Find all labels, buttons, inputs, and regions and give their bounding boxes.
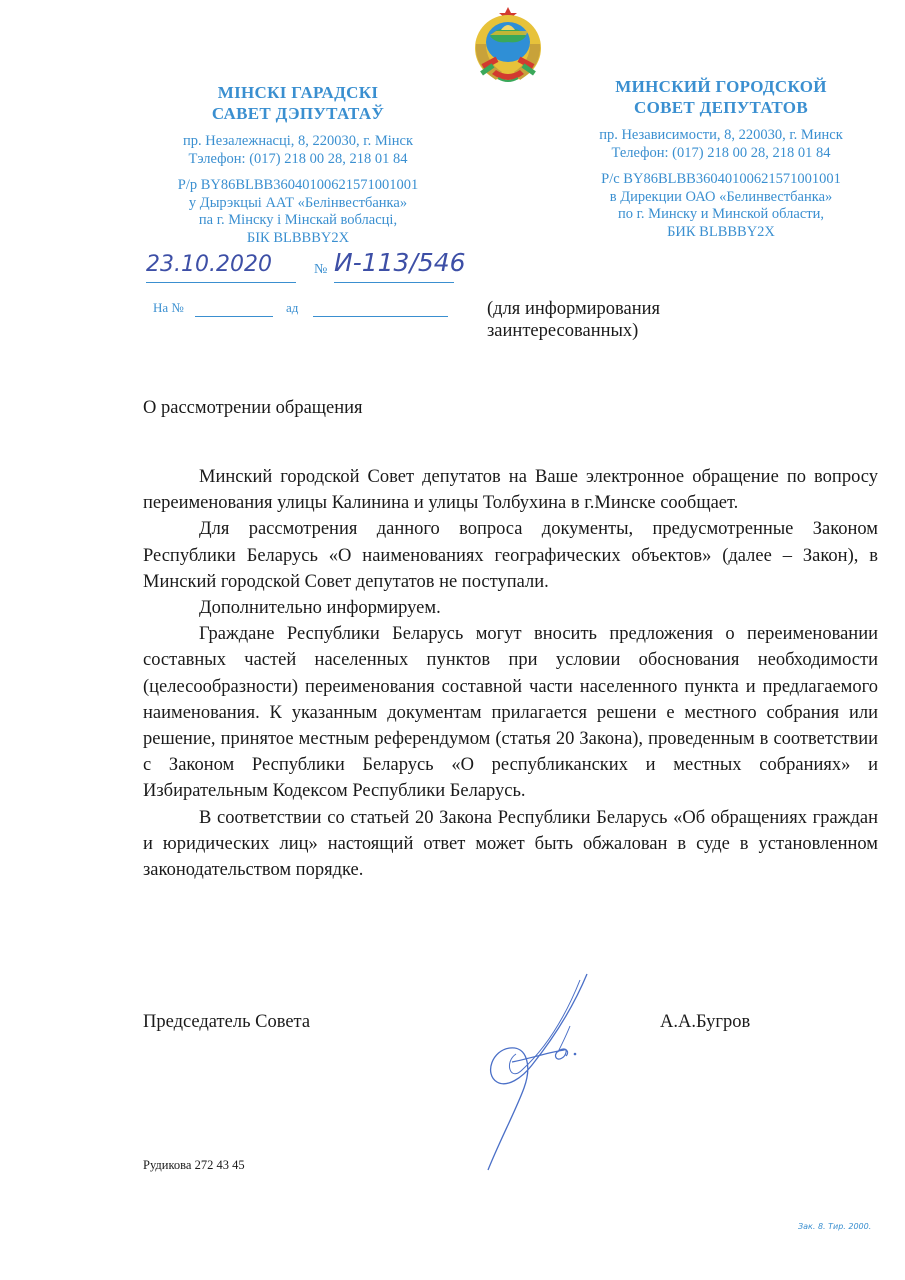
phone-by: Тэлефон: (017) 218 00 28, 218 01 84 <box>188 150 408 167</box>
address-ru: пр. Независимости, 8, 220030, г. Минск <box>599 127 843 143</box>
paragraph-4: Граждане Республики Беларусь могут вносить предложения о переименовании составных частей населенных пунктов при условии обоснования необходимости (целесообразности) переименования составной части населенного пункта и предлагаемого наименования. К указанным документам прилагается решени е местного собрания или решение, принятое местным референдумом (статья 20 Закона), проведенным в соответствии с Законом Республики Беларусь «О республиканских и местных собраниях» и Избирательным Кодексом Республики Беларусь. <box>143 624 878 802</box>
recipient-line2: заинтересованных) <box>487 321 639 341</box>
org-title-ru-line1: МИНСКИЙ ГОРОДСКОЙ <box>615 77 827 96</box>
signatory-position: Председатель Совета <box>143 1012 311 1032</box>
paragraph-3: Дополнительно информируем. <box>199 598 441 619</box>
paragraph-1: Минский городской Совет депутатов на Ваше электронное обращение по вопросу переименования улицы Калинина и улицы Толбухина в г.Минске сообщает. <box>143 467 878 514</box>
paragraph-2: Для рассмотрения данного вопроса документы, предусмотренные Законом Республики Беларусь «О наименованиях географических объектов» (далее – Закон), в Минский городской Совет депутатов не поступали. <box>143 519 878 592</box>
handwritten-signature-icon <box>452 970 602 1180</box>
org-title-ru-line2: СОВЕТ ДЕПУТАТОВ <box>634 98 808 117</box>
org-title-by-line1: МІНСКІ ГАРАДСКІ <box>217 83 379 102</box>
bank-by-line1: у Дырэкцыі ААТ «Белінвестбанка» <box>188 194 408 211</box>
recipient <box>487 298 660 342</box>
executor-contact: Рудикова 272 43 45 <box>143 1158 245 1172</box>
registration-date: 23.10.2020 <box>146 252 296 283</box>
letterhead-ru <box>566 76 876 241</box>
bik-ru: БИК BLBBBY2X <box>667 223 775 240</box>
number-label: № <box>314 262 328 277</box>
org-title-by-line2: САВЕТ ДЭПУТАТАЎ <box>211 104 385 123</box>
letterhead-by <box>148 82 448 247</box>
registration-number: И-113/546 <box>334 248 454 283</box>
ref-date-blank <box>313 300 448 317</box>
registration-line <box>146 248 466 286</box>
letter-body <box>143 464 878 883</box>
state-emblem-icon <box>468 4 548 86</box>
from-label: ад <box>286 300 299 315</box>
account-ru: Р/с BY86BLBB36040100621571001001 <box>601 171 841 187</box>
ref-label: На № <box>153 300 184 315</box>
address-by: пр. Незалежнасці, 8, 220030, г. Мінск <box>183 133 413 149</box>
bank-ru-line1: в Дирекции ОАО «Белинвестбанка» <box>609 188 833 205</box>
bik-by: БІК BLBBBY2X <box>246 229 350 246</box>
paragraph-5: В соответствии со статьей 20 Закона Республики Беларусь «Об обращениях граждан и юридических лиц» настоящий ответ может быть обжалован в суде в установленном законодательством порядке. <box>143 807 878 881</box>
recipient-line1: (для информирования <box>487 299 661 319</box>
subject: О рассмотрении обращения <box>143 398 363 418</box>
ref-number-blank <box>195 300 273 317</box>
account-by: Р/р BY86BLBB36040100621571001001 <box>177 177 419 193</box>
reference-line <box>153 300 453 320</box>
phone-ru: Телефон: (017) 218 00 28, 218 01 84 <box>611 144 831 161</box>
bank-ru-line2: по г. Минску и Минской области, <box>617 206 825 222</box>
print-info: Зак. 8. Тир. 2000. <box>798 1222 872 1231</box>
signatory-name: А.А.Бугров <box>660 1012 751 1032</box>
bank-by-line2: па г. Мінску і Мінскай вобласці, <box>198 212 398 228</box>
